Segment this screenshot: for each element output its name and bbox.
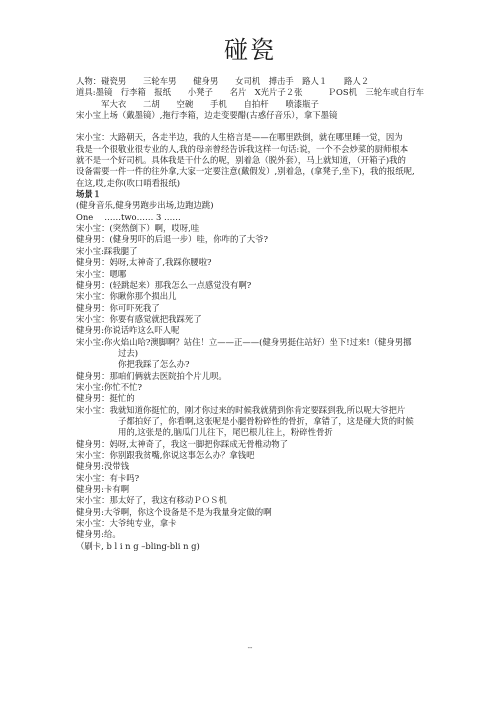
entrance-line: 宋小宝上场（戴墨镜）,拖行李箱，边走变要醋(古惑仔音乐），拿下墨镜 (76, 110, 338, 121)
dialogue-line: 健身男：妈呀,太神奇了，我这一脚把你踩成无骨椎动物了 (76, 438, 289, 449)
dialogue-line: （刷卡, b l i n g –bling-bli n g) (76, 540, 200, 551)
intro-line: 在这,哎,走你(吹口哨看报纸) (76, 177, 180, 188)
dialogue-line: 健身男：(轻跳起来）那我怎么一点感觉没有啊? (76, 279, 252, 290)
dialogue-line: 健身男:给。 (76, 529, 121, 540)
document-title: 碰瓷 (224, 36, 276, 64)
dialogue-line: 宋小宝：(突然倒下）啊，哎呀,哇 (76, 223, 200, 234)
dialogue-line: 宋小宝：你别跟我贫嘴,你说这事怎么办？拿钱吧 (76, 450, 255, 460)
paragraph-gap (76, 121, 436, 132)
dialogue-line: 健身男：挺忙的 (76, 393, 135, 404)
dialogue-line: 宋小宝:你忙不忙? (76, 381, 142, 392)
cast-line: 人物：碰瓷男 三轮车男 健身男 女司机 搏击手 路人１ 路人２ (76, 76, 370, 86)
dialogue-line: 过去) (118, 347, 139, 358)
intro-line: 宋小宝：大路朝天，各走半边，我的人生格言是——在哪里跌倒，就在哪里睡一觉，因为 (76, 132, 403, 143)
dialogue-line: 宋小宝：你要有感觉就把我踩死了 (76, 313, 202, 324)
props-line: 道具:墨镜 行李箱 报纸 小凳子 名片 X光片子２张 ＰOS机 三轮车或自行车 (76, 87, 425, 98)
dialogue-line: 用的,这张是的,脑瓜门儿往下，尾巴根儿往上，粉碎性骨折 (118, 427, 333, 438)
dialogue-line: 健身男:卡有啊 (76, 484, 130, 495)
dialogue-line: 健身男：你可吓死我了 (76, 302, 160, 313)
dialogue-line: 健身男：(健身男吓的后退一步）哇，你咋的了大爷? (76, 234, 269, 245)
dialogue-line: 宋小宝：我就知道你挺忙的，刚才你过来的时候我就猜到你肯定要踩到我,所以呢大爷把片 (76, 404, 406, 415)
dialogue-line: 宋小宝:你火焰山哈?澳脚啊？站住！立——正——(健身男挺住站好）坐下!过来!（健身男挪 (76, 336, 412, 347)
dialogue-line: 健身男:没带钱 (76, 461, 130, 472)
dialogue-line: 健身男：那咱们俩就去医院拍个片儿呗。 (76, 370, 227, 381)
dialogue-line: 健身男:你说话咋这么吓人呢 (76, 325, 180, 336)
dialogue-line: 宋小宝：你瞅你那个损出儿 (76, 291, 177, 302)
intro-line: 我是一个很敬业很专业的人,我的母亲曾经告诉我这样一句话:说，一个不会炒菜的厨师根本 (76, 143, 409, 154)
dialogue-line: 宋小宝:踩我腿了 (76, 245, 138, 256)
scene-heading: 场景１ (76, 189, 102, 200)
dialogue-list (76, 223, 436, 552)
scene-note: (健身音乐,健身男跑步出场,边跑边跳) (76, 200, 214, 211)
count-line: One ……two…… 3 …… (76, 211, 181, 222)
dialogue-line: 宋小宝：大爷纯专业，拿卡 (76, 518, 177, 529)
intro-line: 设备需要一件一件的往外拿,大家一定要注意(戴假发）,别着急，(拿凳子,坐下)，我的报纸呢, (76, 166, 415, 177)
intro-line: 就不是一个好司机。具体我是干什么的呢，别着急（脱外套），马上就知道，（开箱子)我的 (76, 155, 406, 166)
dialogue-line: 你把我踩了怎么办? (118, 359, 190, 370)
dialogue-line: 宋小宝：有卡吗? (76, 472, 140, 483)
dialogue-line: 子都拍好了，你看啊,这张呢是小腿骨粉碎性的骨折，拿错了，这是碰大货的时候 (118, 415, 414, 426)
dialogue-line: 宋小宝：那太好了，我这有移动ＰＯＳ机 (76, 495, 227, 506)
dialogue-line: 宋小宝：嗯哪 (76, 268, 127, 279)
document-body (76, 76, 436, 552)
dialogue-line: 健身男：妈呀,太神奇了,我踩你腰啦? (76, 257, 212, 268)
dialogue-line: 健身男:大爷啊，你这个设备是不是为我量身定做的啊 (76, 506, 272, 517)
page-footer: -- (247, 644, 253, 652)
props-line-continued: 军大衣 二胡 空碗 手机 自拍杆 喷漆瓶子 (76, 98, 319, 109)
